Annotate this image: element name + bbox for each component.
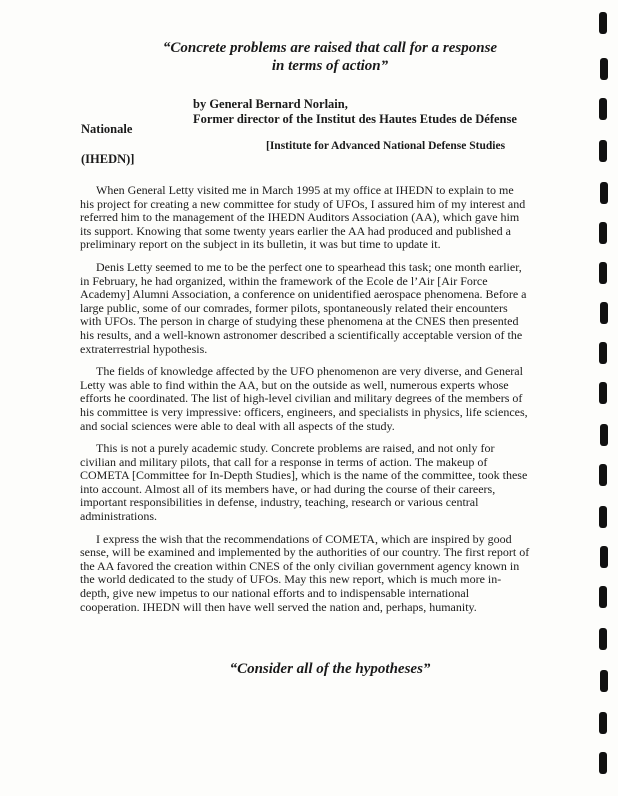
binding-ring	[599, 342, 607, 364]
binding-ring	[600, 182, 608, 204]
binding-ring	[600, 302, 608, 324]
binding-ring	[599, 586, 607, 608]
binding-ring	[600, 424, 608, 446]
body-text	[80, 184, 530, 623]
binding-ring	[599, 222, 607, 244]
binding-ring	[600, 546, 608, 568]
title-line-2: in terms of action”	[271, 58, 389, 74]
title-line-1: “Concrete problems are raised that call for a response	[162, 40, 498, 56]
binding-ring	[600, 670, 608, 692]
binding-ring	[600, 58, 608, 80]
paragraph: The fields of knowledge affected by the UFO phenomenon are very diverse, and General Letty was able to find within the AA, but on the outside as well, numerous experts whose efforts he coordinated. The list of high-level civilian and military degrees of the members of his committee is very impressive: officers, engineers, and specialists in physics, life sciences, and social sciences were able to deal with all aspects of the study.	[80, 364, 528, 433]
author-name: by General Bernard Norlain,	[193, 97, 348, 111]
role-continuation: Nationale	[81, 122, 133, 136]
institute-acronym: (IHEDN)]	[81, 152, 135, 166]
paragraph: I express the wish that the recommendations of COMETA, which are inspired by good sense, will be examined and implemented by the authorities of our country. The first report of the AA favored the creation within CNES of the only civilian government agency known in the world dedicated to the study of UFOs. May this new report, which is much more in-depth, give new impetus to our national efforts and to indispensable international cooperation. IHEDN will then have well served the nation and, perhaps, humanity.	[80, 531, 530, 614]
binding-ring	[599, 506, 607, 528]
paragraph: Denis Letty seemed to me to be the perfect one to spearhead this task; one month earlier, in February, he had organized, within the framework of the Ecole de l’Air [Air Force Academy] Alumni Association, a conference on unidentified aerospace phenomena. Before a large public, some of our comrades, former pilots, spontaneously related their encounters with UFOs. The person in charge of studying these phenomena at the CNES then presented his results, and a well-known astronomer described a scientifically acceptable version of the extraterrestrial hypothesis.	[80, 259, 527, 356]
institute-translation: [Institute for Advanced National Defense Studies	[266, 140, 506, 152]
binding-ring	[599, 140, 607, 162]
spiral-binding	[594, 0, 618, 796]
binding-ring	[599, 382, 607, 404]
binding-ring	[599, 98, 607, 120]
paragraph: This is not a purely academic study. Concrete problems are raised, and not only for civilian and military pilots, that call for a response in terms of action. The makeup of COMETA [Committee for In-Depth Studies], which is the name of the committee, took these into account. Almost all of its members have, or had during the course of their careers, important responsibilities in defense, industry, teaching, research or various central administrations.	[80, 441, 528, 524]
section-heading: “Consider all of the hypotheses”	[229, 661, 431, 677]
author-role: Former director of the Institut des Hautes Etudes de Défense	[193, 112, 517, 126]
binding-ring	[599, 12, 607, 34]
page-title	[120, 39, 540, 75]
binding-ring	[599, 262, 607, 284]
binding-ring	[599, 464, 607, 486]
binding-ring	[599, 712, 607, 734]
byline	[193, 97, 517, 127]
paragraph: When General Letty visited me in March 1995 at my office at IHEDN to explain to me his project for creating a new committee for study of UFOs, I assured him of my interest and referred him to the management of the IHEDN Auditors Association (AA), which gave him its support. Knowing that some twenty years earlier the AA had produced and published a preliminary report on the subject in its bulletin, it was but time to update it.	[80, 183, 526, 252]
binding-ring	[599, 752, 607, 774]
binding-ring	[599, 628, 607, 650]
